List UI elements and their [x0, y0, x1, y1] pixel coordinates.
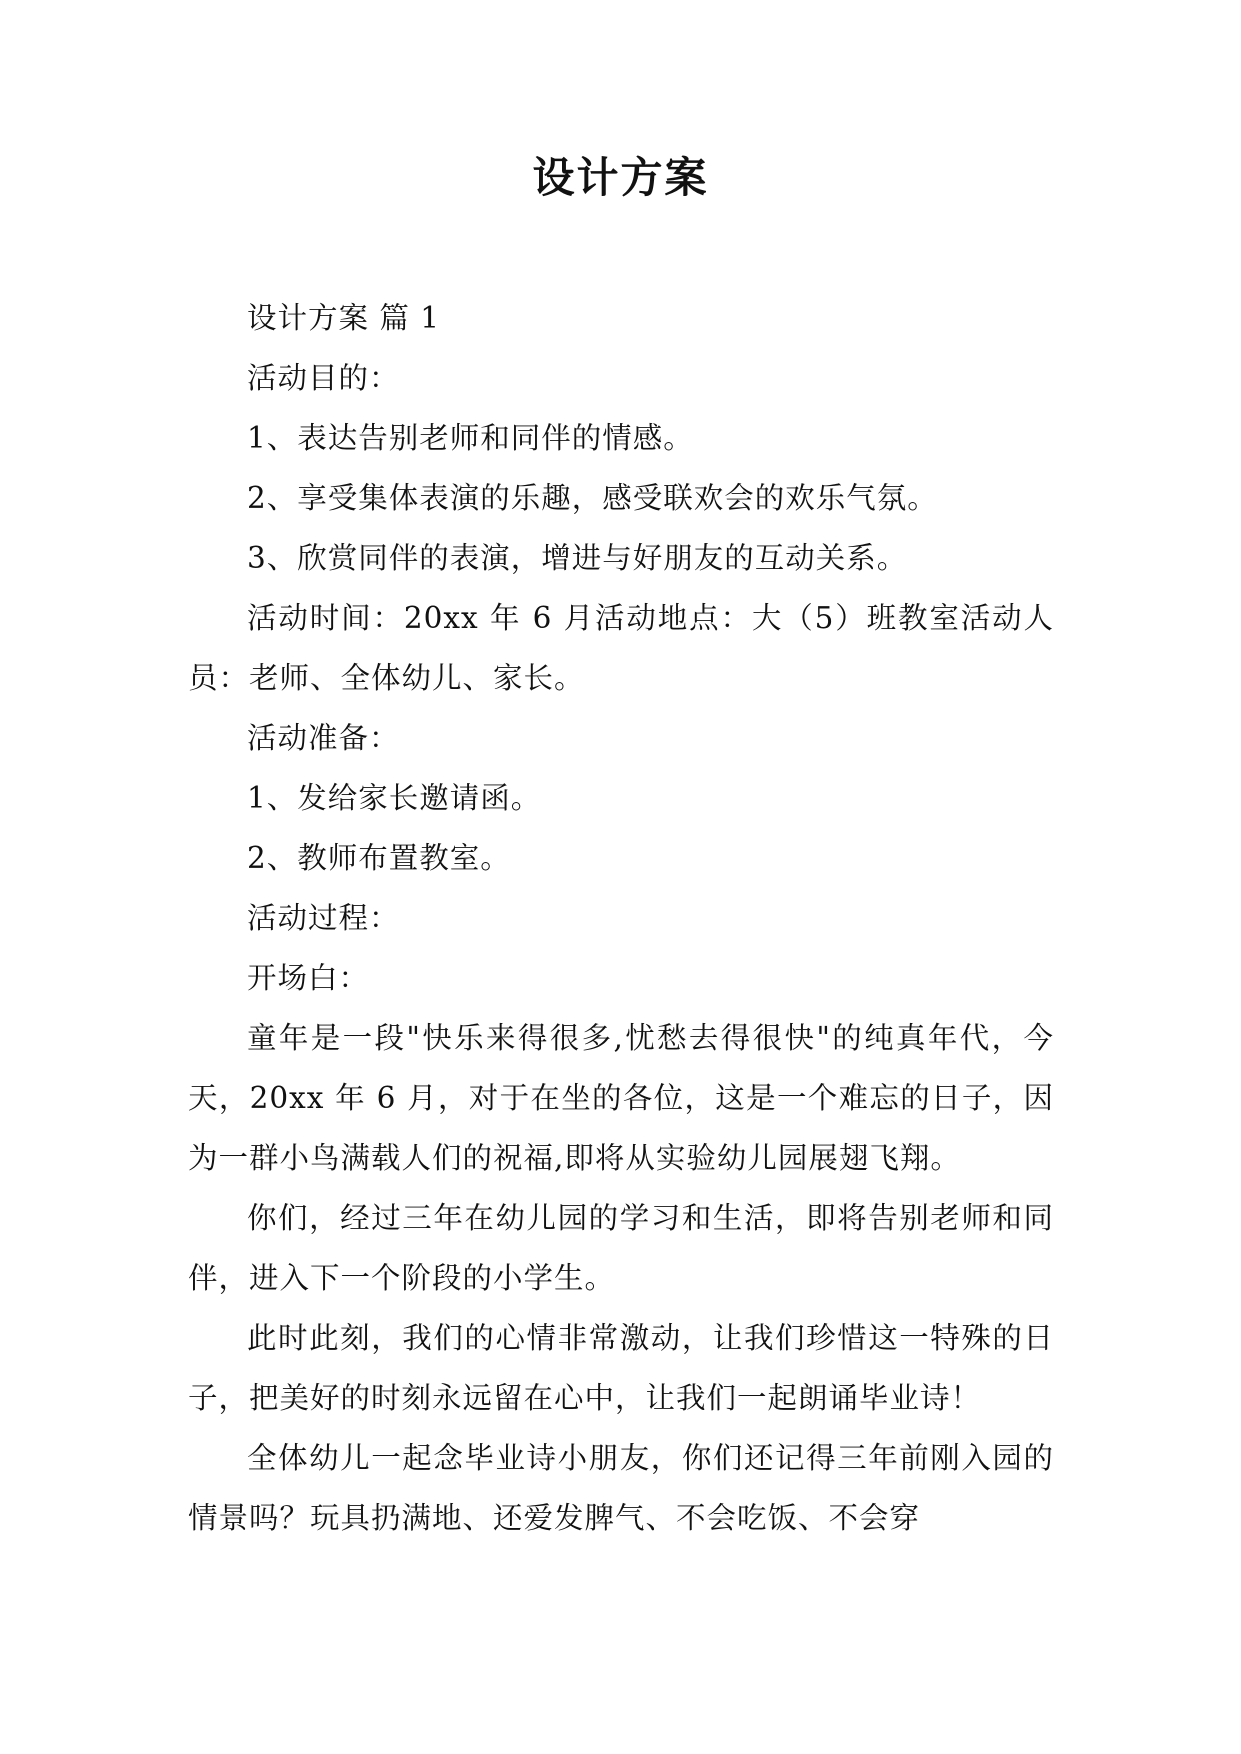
section-heading: 设计方案 篇 1 — [247, 301, 441, 335]
paragraph: 2、享受集体表演的乐趣，感受联欢会的欢乐气氛。 — [247, 481, 938, 515]
paragraph: 此时此刻，我们的心情非常激动，让我们珍惜这一特殊的日子，把美好的时刻永远留在心中，让我们一起朗诵毕业诗！ — [188, 1321, 1054, 1415]
document-body — [188, 288, 1054, 1548]
paragraph: 童年是一段"快乐来得很多,忧愁去得很快"的纯真年代，今天，20xx 年 6 月，对于在坐的各位，这是一个难忘的日子，因为一群小鸟满载人们的祝福,即将从实验幼儿园展翅飞翔。 — [188, 1021, 1054, 1175]
paragraph: 你们，经过三年在幼儿园的学习和生活，即将告别老师和同伴，进入下一个阶段的小学生。 — [188, 1201, 1054, 1295]
paragraph: 活动时间：20xx 年 6 月活动地点：大（5）班教室活动人员：老师、全体幼儿、家长。 — [188, 601, 1054, 695]
paragraph: 1、发给家长邀请函。 — [247, 781, 542, 815]
paragraph: 1、表达告别老师和同伴的情感。 — [247, 421, 694, 455]
paragraph: 开场白： — [247, 961, 370, 995]
paragraph: 活动过程： — [247, 901, 400, 935]
paragraph: 活动目的： — [247, 361, 400, 395]
paragraph: 2、教师布置教室。 — [247, 841, 511, 875]
document-title: 设计方案 — [532, 153, 709, 202]
paragraph: 活动准备： — [247, 721, 400, 755]
paragraph: 全体幼儿一起念毕业诗小朋友，你们还记得三年前刚入园的情景吗？玩具扔满地、还爱发脾气、不会吃饭、不会穿 — [188, 1441, 1054, 1535]
paragraph: 3、欣赏同伴的表演，增进与好朋友的互动关系。 — [247, 541, 908, 575]
